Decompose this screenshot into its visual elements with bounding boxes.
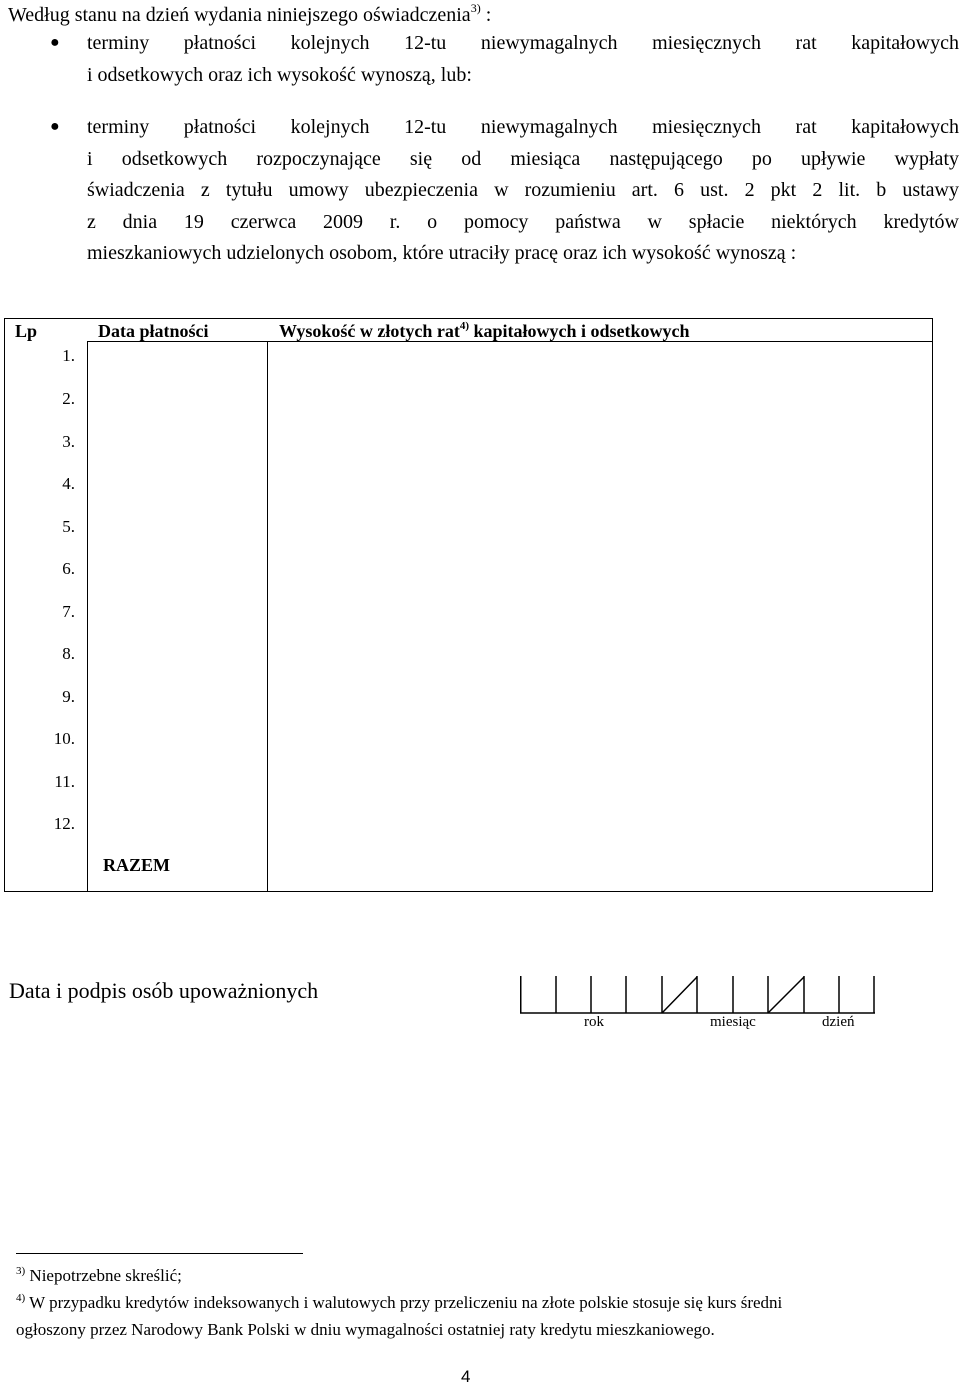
option-2-line: terminy płatności kolejnych 12-tu niewymagalnych miesięcznych rat kapitałowych — [87, 116, 959, 138]
bullet-icon: ● — [50, 34, 60, 51]
option-1-line: terminy płatności kolejnych 12-tu niewymagalnych miesięcznych rat kapitałowych — [87, 32, 959, 54]
bullet-icon: ● — [50, 118, 60, 135]
column-divider — [267, 341, 268, 891]
row-number: 2. — [62, 389, 75, 408]
header-date: Data płatności — [98, 321, 209, 341]
option-2-text — [87, 112, 959, 270]
installments-table — [4, 318, 933, 892]
option-2-line: i odsetkowych rozpoczynające się od miesiąca następującego po upływie wypłaty — [87, 147, 959, 170]
row-number: 11. — [54, 772, 75, 791]
footnote-rule — [16, 1253, 303, 1254]
row-number: 10. — [53, 729, 75, 748]
date-year-label: rok — [584, 1014, 604, 1030]
row-number: 5. — [62, 517, 75, 536]
date-month-label: miesiąc — [710, 1014, 756, 1030]
page-number: 4 — [461, 1367, 471, 1386]
signature-label: Data i podpis osób upoważnionych — [9, 978, 319, 1003]
row-number: 12. — [53, 814, 75, 833]
option-1-line: i odsetkowych oraz ich wysokość wynoszą, lub: — [87, 63, 472, 86]
date-entry-boxes[interactable] — [520, 976, 875, 1014]
date-day-label: dzień — [822, 1014, 855, 1030]
total-label: RAZEM — [103, 855, 170, 875]
footnote-3: $^{3)}$ Niepotrzebne skreślić; — [16, 1265, 182, 1285]
row-number: 7. — [62, 602, 75, 621]
row-number: 9. — [62, 687, 75, 706]
header-amount: Wysokość w złotych rat$^{4)}$ kapitałowych i odsetkowych — [279, 320, 690, 341]
row-number: 1. — [62, 346, 75, 365]
row-number: 4. — [62, 474, 75, 493]
option-2-line: z dnia 19 czerwca 2009 r. o pomocy państwa w spłacie niektórych kredytów — [87, 210, 959, 233]
footnote-ref-3: 3) — [470, 1, 481, 15]
option-2-line: świadczenia z tytułu umowy ubezpieczenia w rozumieniu art. 6 ust. 2 pkt 2 lit. b ustawy — [87, 179, 959, 201]
footnote-ref-4: 4) — [459, 320, 469, 332]
row-number: 3. — [62, 432, 75, 451]
intro-text: Według stanu na dzień wydania niniejszego oświadczenia$^{3)}$ : — [8, 1, 492, 26]
row-number: 8. — [62, 644, 75, 663]
option-2-line: mieszkaniowych udzielonych osobom, które utraciły pracę oraz ich wysokość wynoszą : — [87, 242, 797, 264]
row-number: 6. — [62, 559, 75, 578]
column-divider — [87, 341, 88, 891]
option-1-text — [87, 28, 959, 91]
footnote-4-continued: ogłoszony przez Narodowy Bank Polski w dniu wymagalności ostatniej raty kredytu mieszkaniowego. — [16, 1320, 715, 1339]
footnote-4: $^{4)}$ W przypadku kredytów indeksowanych i walutowych przy przeliczeniu na złote polskie stosuje się kurs średni — [16, 1292, 783, 1312]
header-lp: Lp — [15, 321, 38, 341]
